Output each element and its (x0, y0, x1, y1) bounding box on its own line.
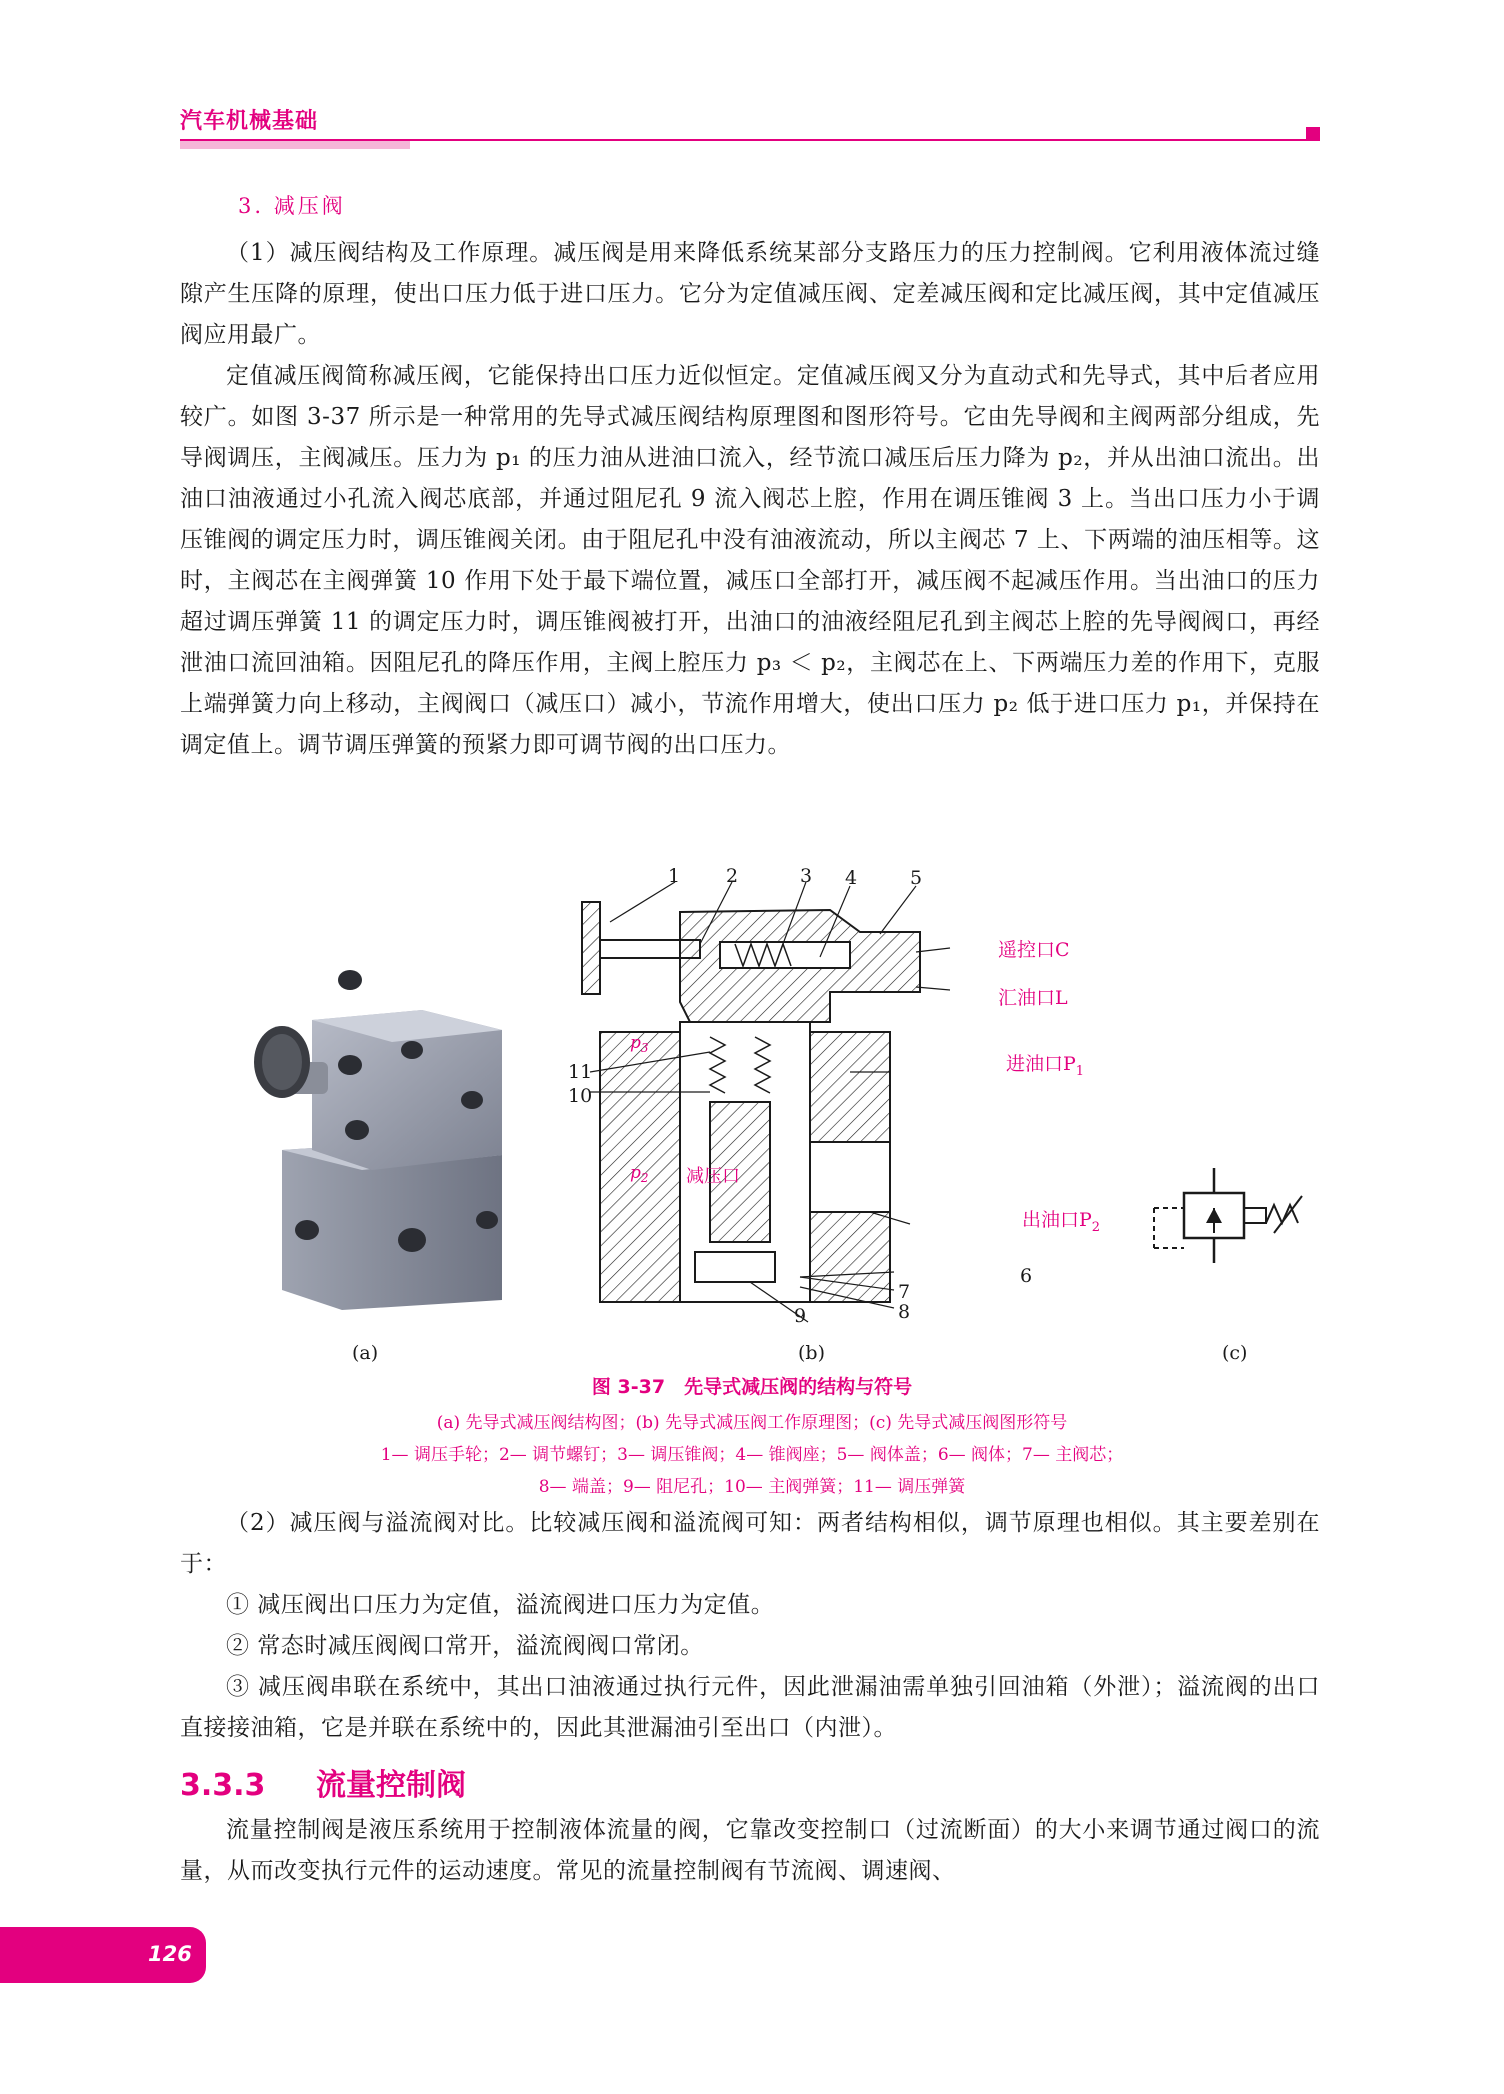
figure-label-b: (b) (798, 1342, 825, 1364)
callout-5: 5 (910, 867, 923, 889)
label-port-p1: 进油口$P_1$ (1006, 1053, 1085, 1079)
paragraph-flow-control: 流量控制阀是液压系统用于控制液体流量的阀，它靠改变控制口（过流断面）的大小来调节通过阀口的流量，从而改变执行元件的运动速度。常见的流量控制阀有节流阀、调速阀、 (180, 1817, 1320, 1884)
label-p2: $p_2$ (630, 1163, 649, 1185)
callout-4: 4 (845, 867, 858, 889)
header-square-icon (1306, 127, 1320, 141)
callout-2: 2 (726, 865, 739, 887)
section-title: 流量控制阀 (316, 1768, 466, 1803)
callout-6: 6 (1020, 1265, 1033, 1287)
paragraph-structure: （1）减压阀结构及工作原理。减压阀是用来降低系统某部分支路压力的压力控制阀。它利用液体流过缝隙产生压降的原理，使出口压力低于进口压力。它分为定值减压阀、定差减压阀和定比减压阀，其中定值减压阀应用最广。 (180, 240, 1320, 348)
header-accent-bar (180, 141, 410, 149)
figure-label-a: (a) (352, 1342, 379, 1364)
book-title: 汽车机械基础 (180, 109, 319, 134)
callout-1: 1 (668, 865, 681, 887)
valve-section-drawing (560, 862, 1101, 1327)
figure-caption-title: 图 3-37 先导式减压阀的结构与符号 (591, 1376, 913, 1398)
label-port-l: 汇油口L (998, 987, 1068, 1009)
callout-3: 3 (800, 865, 813, 887)
callout-11: 11 (568, 1061, 593, 1083)
section-heading (180, 1760, 466, 1804)
figure-label-c: (c) (1222, 1342, 1248, 1364)
list-item: ② 常态时减压阀阀口常开，溢流阀阀口常闭。 (226, 1633, 704, 1659)
callout-10: 10 (568, 1085, 593, 1107)
figure-caption-line-3: 8— 端盖；9— 阻尼孔；10— 主阀弹簧；11— 调压弹簧 (538, 1477, 966, 1497)
callout-9: 9 (794, 1305, 807, 1327)
valve-photo (262, 980, 522, 1300)
list-item: ③ 减压阀串联在系统中，其出口油液通过执行元件，因此泄漏油需单独引回油箱（外泄）；溢流阀的出口直接接油箱，它是并联在系统中的，因此其泄漏油引至出口（内泄）。 (180, 1674, 1320, 1741)
callout-8: 8 (898, 1301, 911, 1323)
valve-symbol (1144, 1168, 1314, 1268)
list-item: ① 减压阀出口压力为定值，溢流阀进口压力为定值。 (226, 1592, 775, 1618)
page-number: 126 (148, 1942, 192, 1966)
label-port-p2: 出油口$P_2$ (1022, 1209, 1101, 1235)
paragraph-comparison: （2）减压阀与溢流阀对比。比较减压阀和溢流阀可知：两者结构相似，调节原理也相似。其主要差别在于： (180, 1510, 1320, 1577)
subsection-title: 3. 减压阀 (238, 194, 346, 218)
figure-caption-line-1: (a) 先导式减压阀结构图；(b) 先导式减压阀工作原理图；(c) 先导式减压阀图形符号 (436, 1413, 1068, 1433)
label-throttle: 减压口 (686, 1166, 740, 1187)
callout-7: 7 (898, 1281, 911, 1303)
figure-caption-line-2: 1— 调压手轮；2— 调节螺钉；3— 调压锥阀；4— 锥阀座；5— 阀体盖；6— 阀体；7— 主阀芯； (380, 1445, 1124, 1465)
label-port-c: 遥控口C (998, 939, 1070, 961)
paragraph-working-principle: 定值减压阀简称减压阀，它能保持出口压力近似恒定。定值减压阀又分为直动式和先导式，其中后者应用较广。如图 3-37 所示是一种常用的先导式减压阀结构原理图和图形符号。它由先导阀和主阀两部分组成，先导阀调压，主阀减压。压力为 p₁ 的压力油从进油口流入，经节流口减压后压力降为 p₂，并从出油口流出。出油口油液通过小孔流入阀芯底部，并通过阻尼孔 9 流入阀芯上腔，作用在调压锥阀 3 上。当出口压力小于调压锥阀的调定压力时，调压锥阀关闭。由于阻尼孔中没有油液流动，所以主阀芯 7 上、下两端的油压相等。这时，主阀芯在主阀弹簧 10 作用下处于最下端位置，减压口全部打开，减压阀不起减压作用。当出油口的压力超过调压弹簧 11 的调定压力时，调压锥阀被打开，出油口的油液经阻尼孔到主阀芯上腔的先导阀阀口，再经泄油口流回油箱。因阻尼孔的降压作用，主阀上腔压力 p₃ ＜ p₂，主阀芯在上、下两端压力差的作用下，克服上端弹簧力向上移动，主阀阀口（减压口）减小，节流作用增大，使出口压力 p₂ 低于进口压力 p₁，并保持在调定值上。调节调压弹簧的预紧力即可调节阀的出口压力。 (180, 363, 1320, 758)
label-p3: $p_3$ (630, 1033, 649, 1055)
section-number: 3.3.3 (180, 1768, 266, 1803)
